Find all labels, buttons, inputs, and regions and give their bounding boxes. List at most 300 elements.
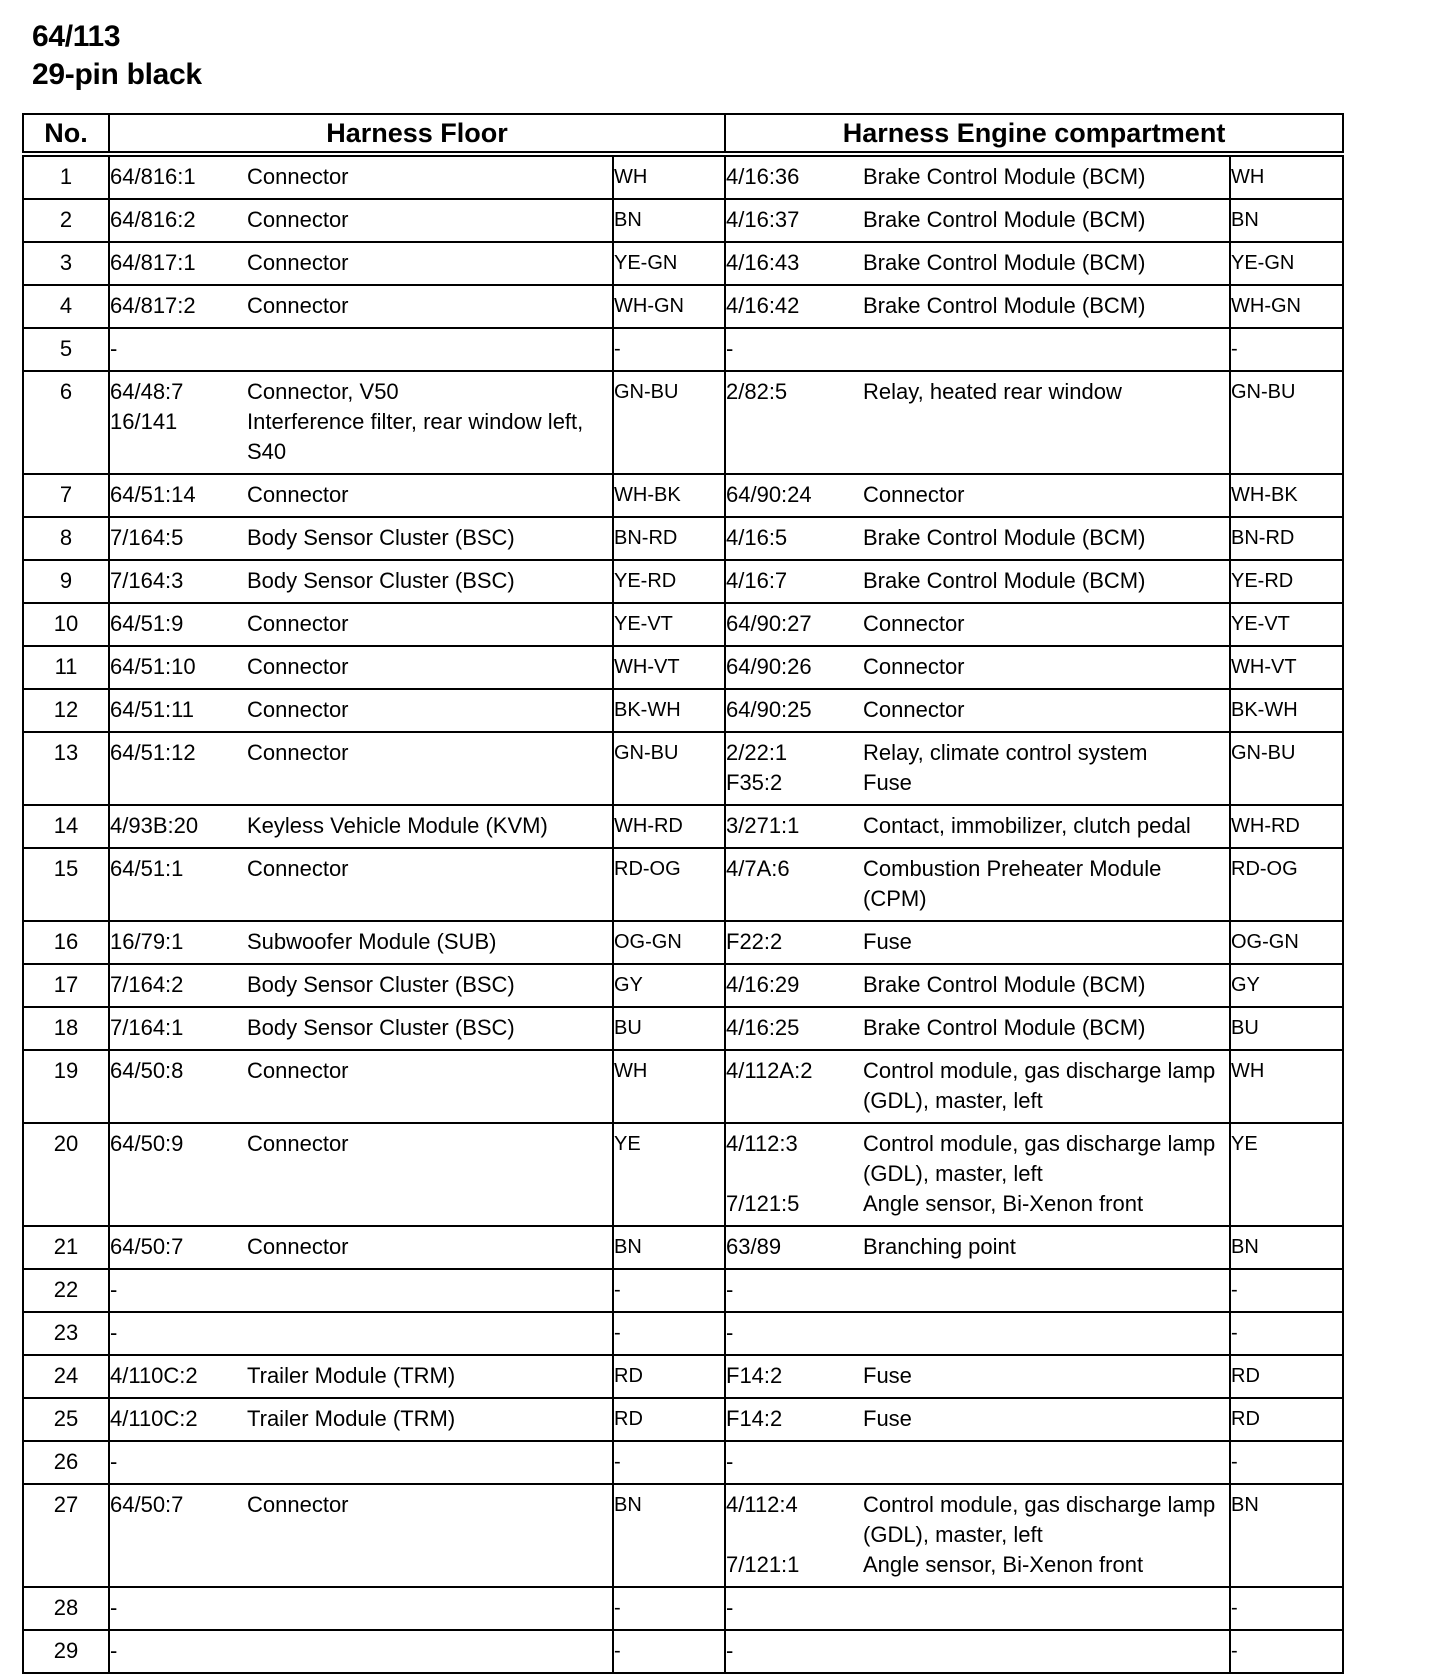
harness-engine-cell <box>725 1050 1230 1123</box>
component-code: 2/22:1 <box>726 740 788 765</box>
pin-number: 21 <box>23 1226 109 1269</box>
harness-engine-cell <box>725 1398 1230 1441</box>
pin-number: 16 <box>23 921 109 964</box>
component-entry <box>726 1129 1229 1189</box>
component-description: Brake Control Module (BCM) <box>863 293 1146 318</box>
floor-wire-color: WH <box>613 154 725 199</box>
harness-engine-cell <box>725 242 1230 285</box>
floor-wire-color: - <box>613 1269 725 1312</box>
component-code: 4/110C:2 <box>110 1363 198 1388</box>
pin-number: 29 <box>23 1630 109 1673</box>
component-code: - <box>110 336 118 361</box>
component-entry <box>726 205 1229 235</box>
engine-wire-color: OG-GN <box>1230 921 1343 964</box>
component-entry <box>110 1636 612 1666</box>
harness-floor-cell <box>109 1355 613 1398</box>
header-harness-floor: Harness Floor <box>109 114 725 154</box>
pin-number: 23 <box>23 1312 109 1355</box>
component-entry <box>110 407 612 467</box>
harness-floor-cell <box>109 328 613 371</box>
component-entry <box>110 480 612 510</box>
floor-wire-color: YE-VT <box>613 603 725 646</box>
component-entry <box>110 1275 612 1305</box>
component-entry <box>726 1275 1229 1305</box>
component-description: Trailer Module (TRM) <box>247 1363 456 1388</box>
component-description <box>247 1275 612 1305</box>
harness-engine-cell <box>725 921 1230 964</box>
pin-number: 2 <box>23 199 109 242</box>
component-entry <box>726 854 1229 914</box>
component-code: 3/271:1 <box>726 813 800 838</box>
component-entry <box>726 970 1229 1000</box>
component-description: Connector <box>863 611 965 636</box>
component-entry <box>110 738 612 768</box>
component-entry <box>110 566 612 596</box>
component-entry <box>726 695 1229 725</box>
connector-id: 64/113 <box>32 20 121 53</box>
component-code: 64/90:26 <box>726 654 812 679</box>
harness-floor-cell <box>109 1123 613 1226</box>
harness-engine-cell <box>725 560 1230 603</box>
engine-wire-color: BU <box>1230 1007 1343 1050</box>
table-row <box>23 154 1343 199</box>
component-description <box>863 1593 1229 1623</box>
pin-number: 24 <box>23 1355 109 1398</box>
component-entry <box>726 1232 1229 1262</box>
harness-floor-cell <box>109 1312 613 1355</box>
component-entry <box>110 248 612 278</box>
header-harness-engine: Harness Engine compartment <box>725 114 1343 154</box>
component-entry <box>726 523 1229 553</box>
floor-wire-color: WH-VT <box>613 646 725 689</box>
harness-engine-cell <box>725 474 1230 517</box>
component-code: 4/16:43 <box>726 250 800 275</box>
engine-wire-color: - <box>1230 1441 1343 1484</box>
engine-wire-color: WH <box>1230 1050 1343 1123</box>
harness-engine-cell <box>725 199 1230 242</box>
table-row <box>23 285 1343 328</box>
component-description: Angle sensor, Bi-Xenon front <box>863 1552 1144 1577</box>
component-description: Fuse <box>863 929 912 954</box>
table-row <box>23 732 1343 805</box>
table-row <box>23 1630 1343 1673</box>
component-entry <box>726 1550 1229 1580</box>
floor-wire-color: - <box>613 1312 725 1355</box>
component-code: 16/79:1 <box>110 929 184 954</box>
component-description: Connector <box>247 250 349 275</box>
component-code: 4/16:36 <box>726 164 800 189</box>
component-description: Trailer Module (TRM) <box>247 1406 456 1431</box>
pin-number: 28 <box>23 1587 109 1630</box>
table-row <box>23 1355 1343 1398</box>
component-entry <box>110 1129 612 1159</box>
component-description <box>863 334 1229 364</box>
table-row <box>23 1007 1343 1050</box>
component-entry <box>110 609 612 639</box>
pin-number: 10 <box>23 603 109 646</box>
component-code: 4/16:37 <box>726 207 800 232</box>
component-description: Brake Control Module (BCM) <box>863 250 1146 275</box>
component-entry <box>110 1404 612 1434</box>
table-row <box>23 1226 1343 1269</box>
component-entry <box>726 1361 1229 1391</box>
component-code: F14:2 <box>726 1406 783 1431</box>
component-entry <box>726 927 1229 957</box>
component-code: 7/164:5 <box>110 525 184 550</box>
harness-floor-cell <box>109 689 613 732</box>
table-row <box>23 1398 1343 1441</box>
header-no: No. <box>23 114 109 154</box>
component-entry <box>726 738 1229 768</box>
harness-floor-cell <box>109 285 613 328</box>
component-code: 64/90:25 <box>726 697 812 722</box>
harness-floor-cell <box>109 1587 613 1630</box>
component-code: - <box>726 1277 734 1302</box>
harness-floor-cell <box>109 371 613 474</box>
engine-wire-color: - <box>1230 1312 1343 1355</box>
table-row <box>23 921 1343 964</box>
component-description <box>247 1318 612 1348</box>
component-description: Relay, climate control system <box>863 740 1148 765</box>
component-code: 4/16:42 <box>726 293 800 318</box>
harness-floor-cell <box>109 1050 613 1123</box>
component-description: Body Sensor Cluster (BSC) <box>247 1015 515 1040</box>
pin-number: 25 <box>23 1398 109 1441</box>
floor-wire-color: YE <box>613 1123 725 1226</box>
component-entry <box>726 334 1229 364</box>
pin-number: 6 <box>23 371 109 474</box>
harness-engine-cell <box>725 1007 1230 1050</box>
floor-wire-color: BN <box>613 1484 725 1587</box>
component-code: 64/51:10 <box>110 654 196 679</box>
table-row <box>23 1050 1343 1123</box>
table-row <box>23 1441 1343 1484</box>
component-code: 4/112A:2 <box>726 1058 813 1083</box>
engine-wire-color: YE-RD <box>1230 560 1343 603</box>
component-description: Control module, gas discharge lamp (GDL), master, left <box>863 1058 1216 1113</box>
table-row <box>23 646 1343 689</box>
harness-engine-cell <box>725 1123 1230 1226</box>
component-code: 64/816:1 <box>110 164 196 189</box>
engine-wire-color: GY <box>1230 964 1343 1007</box>
component-code: 64/90:27 <box>726 611 812 636</box>
component-entry <box>110 1318 612 1348</box>
pin-number: 14 <box>23 805 109 848</box>
harness-engine-cell <box>725 517 1230 560</box>
engine-wire-color: WH-GN <box>1230 285 1343 328</box>
table-body <box>23 154 1343 1673</box>
floor-wire-color: RD <box>613 1398 725 1441</box>
pin-number: 15 <box>23 848 109 921</box>
component-code: F35:2 <box>726 770 783 795</box>
component-entry <box>110 334 612 364</box>
component-entry <box>726 652 1229 682</box>
floor-wire-color: YE-GN <box>613 242 725 285</box>
component-code: 4/16:25 <box>726 1015 800 1040</box>
component-description: Body Sensor Cluster (BSC) <box>247 972 515 997</box>
engine-wire-color: - <box>1230 1630 1343 1673</box>
component-code: - <box>726 336 734 361</box>
component-description: Connector <box>247 611 349 636</box>
engine-wire-color: YE <box>1230 1123 1343 1226</box>
harness-floor-cell <box>109 154 613 199</box>
harness-floor-cell <box>109 603 613 646</box>
table-row <box>23 603 1343 646</box>
harness-engine-cell <box>725 1587 1230 1630</box>
component-code: 7/121:5 <box>726 1191 800 1216</box>
component-code: F14:2 <box>726 1363 783 1388</box>
engine-wire-color: GN-BU <box>1230 732 1343 805</box>
engine-wire-color: - <box>1230 1587 1343 1630</box>
engine-wire-color: GN-BU <box>1230 371 1343 474</box>
harness-engine-cell <box>725 328 1230 371</box>
engine-wire-color: YE-GN <box>1230 242 1343 285</box>
table-row <box>23 805 1343 848</box>
harness-floor-cell <box>109 921 613 964</box>
component-entry <box>726 609 1229 639</box>
pin-number: 7 <box>23 474 109 517</box>
pin-number: 9 <box>23 560 109 603</box>
component-entry <box>110 377 612 407</box>
component-entry <box>726 1013 1229 1043</box>
component-description: Brake Control Module (BCM) <box>863 568 1146 593</box>
component-description: Connector <box>247 207 349 232</box>
pin-number: 12 <box>23 689 109 732</box>
floor-wire-color: GN-BU <box>613 371 725 474</box>
harness-floor-cell <box>109 517 613 560</box>
table-row <box>23 1123 1343 1226</box>
component-code: - <box>110 1638 118 1663</box>
harness-floor-cell <box>109 1398 613 1441</box>
component-entry <box>110 1013 612 1043</box>
engine-wire-color: RD <box>1230 1398 1343 1441</box>
floor-wire-color: OG-GN <box>613 921 725 964</box>
table-row <box>23 328 1343 371</box>
component-code: - <box>726 1595 734 1620</box>
component-code: 64/817:2 <box>110 293 196 318</box>
harness-floor-cell <box>109 805 613 848</box>
component-code: 64/51:1 <box>110 856 184 881</box>
component-entry <box>726 811 1229 841</box>
table-row <box>23 689 1343 732</box>
component-entry <box>726 566 1229 596</box>
harness-floor-cell <box>109 199 613 242</box>
component-code: 64/51:14 <box>110 482 196 507</box>
engine-wire-color: YE-VT <box>1230 603 1343 646</box>
harness-floor-cell <box>109 1269 613 1312</box>
pin-number: 8 <box>23 517 109 560</box>
engine-wire-color: BN <box>1230 199 1343 242</box>
engine-wire-color: BK-WH <box>1230 689 1343 732</box>
component-code: 64/50:8 <box>110 1058 184 1083</box>
pinout-table <box>22 113 1344 1674</box>
component-description: Connector <box>247 164 349 189</box>
component-entry <box>726 480 1229 510</box>
pin-number: 11 <box>23 646 109 689</box>
component-description <box>247 1636 612 1666</box>
engine-wire-color: - <box>1230 328 1343 371</box>
engine-wire-color: BN <box>1230 1226 1343 1269</box>
pin-number: 18 <box>23 1007 109 1050</box>
harness-floor-cell <box>109 646 613 689</box>
harness-engine-cell <box>725 732 1230 805</box>
pin-number: 4 <box>23 285 109 328</box>
component-code: 64/50:7 <box>110 1234 184 1259</box>
component-description: Fuse <box>863 1363 912 1388</box>
harness-engine-cell <box>725 646 1230 689</box>
floor-wire-color: BN <box>613 1226 725 1269</box>
component-description: Connector <box>863 654 965 679</box>
component-description: Connector <box>247 856 349 881</box>
pin-number: 1 <box>23 154 109 199</box>
component-entry <box>726 768 1229 798</box>
component-code: 64/48:7 <box>110 379 184 404</box>
component-code: 7/164:2 <box>110 972 184 997</box>
floor-wire-color: RD-OG <box>613 848 725 921</box>
floor-wire-color: BN <box>613 199 725 242</box>
harness-floor-cell <box>109 1630 613 1673</box>
component-code: F22:2 <box>726 929 783 954</box>
harness-engine-cell <box>725 1269 1230 1312</box>
engine-wire-color: WH <box>1230 154 1343 199</box>
component-code: 2/82:5 <box>726 379 788 404</box>
harness-engine-cell <box>725 805 1230 848</box>
component-description: Connector <box>247 482 349 507</box>
table-header-row <box>23 114 1343 154</box>
component-entry <box>726 162 1229 192</box>
component-description <box>247 1593 612 1623</box>
component-entry <box>726 1490 1229 1550</box>
table-row <box>23 1484 1343 1587</box>
component-entry <box>110 205 612 235</box>
component-code: 7/164:3 <box>110 568 184 593</box>
table-row <box>23 199 1343 242</box>
component-entry <box>110 927 612 957</box>
component-entry <box>726 1447 1229 1477</box>
table-row <box>23 242 1343 285</box>
table-row <box>23 1269 1343 1312</box>
floor-wire-color: BN-RD <box>613 517 725 560</box>
pin-number: 13 <box>23 732 109 805</box>
engine-wire-color: WH-BK <box>1230 474 1343 517</box>
harness-floor-cell <box>109 732 613 805</box>
component-code: 4/16:5 <box>726 525 788 550</box>
table-row <box>23 1587 1343 1630</box>
component-code: - <box>110 1320 118 1345</box>
component-entry <box>726 248 1229 278</box>
component-code: 63/89 <box>726 1234 782 1259</box>
harness-floor-cell <box>109 964 613 1007</box>
component-description: Fuse <box>863 1406 912 1431</box>
component-description: Angle sensor, Bi-Xenon front <box>863 1191 1144 1216</box>
component-code: 4/110C:2 <box>110 1406 198 1431</box>
table-row <box>23 560 1343 603</box>
harness-engine-cell <box>725 689 1230 732</box>
component-description: Connector <box>863 697 965 722</box>
component-entry <box>110 1056 612 1086</box>
component-code: 7/121:1 <box>726 1552 800 1577</box>
table-row <box>23 517 1343 560</box>
component-entry <box>726 1593 1229 1623</box>
engine-wire-color: BN <box>1230 1484 1343 1587</box>
component-code: - <box>110 1277 118 1302</box>
harness-floor-cell <box>109 1441 613 1484</box>
floor-wire-color: BK-WH <box>613 689 725 732</box>
component-description: Body Sensor Cluster (BSC) <box>247 525 515 550</box>
pin-number: 27 <box>23 1484 109 1587</box>
engine-wire-color: - <box>1230 1269 1343 1312</box>
floor-wire-color: RD <box>613 1355 725 1398</box>
component-entry <box>110 1490 612 1520</box>
component-entry <box>110 695 612 725</box>
component-description: Connector <box>247 293 349 318</box>
pin-number: 17 <box>23 964 109 1007</box>
table-row <box>23 474 1343 517</box>
component-description: Connector <box>247 1234 349 1259</box>
component-description <box>863 1636 1229 1666</box>
harness-floor-cell <box>109 560 613 603</box>
pin-number: 5 <box>23 328 109 371</box>
component-entry <box>110 854 612 884</box>
connector-title <box>32 18 202 94</box>
component-code: - <box>726 1449 734 1474</box>
harness-engine-cell <box>725 848 1230 921</box>
component-entry <box>726 1189 1229 1219</box>
pin-number: 26 <box>23 1441 109 1484</box>
pin-number: 22 <box>23 1269 109 1312</box>
component-code: - <box>110 1595 118 1620</box>
component-code: 64/51:9 <box>110 611 184 636</box>
component-code: 64/816:2 <box>110 207 196 232</box>
component-description: Connector, V50 <box>247 379 399 404</box>
component-code: 4/16:7 <box>726 568 788 593</box>
component-entry <box>110 291 612 321</box>
component-entry <box>726 1318 1229 1348</box>
component-description: Combustion Preheater Module (CPM) <box>863 856 1162 911</box>
pin-number: 3 <box>23 242 109 285</box>
component-description: Brake Control Module (BCM) <box>863 164 1146 189</box>
component-description: Control module, gas discharge lamp (GDL), master, left <box>863 1492 1216 1547</box>
harness-engine-cell <box>725 964 1230 1007</box>
table-row <box>23 371 1343 474</box>
component-description: Relay, heated rear window <box>863 379 1122 404</box>
component-entry <box>110 162 612 192</box>
harness-engine-cell <box>725 371 1230 474</box>
engine-wire-color: RD <box>1230 1355 1343 1398</box>
floor-wire-color: YE-RD <box>613 560 725 603</box>
component-entry <box>110 1361 612 1391</box>
floor-wire-color: WH-BK <box>613 474 725 517</box>
floor-wire-color: WH-RD <box>613 805 725 848</box>
component-code: - <box>726 1320 734 1345</box>
table-row <box>23 1312 1343 1355</box>
harness-engine-cell <box>725 1441 1230 1484</box>
component-code: 4/93B:20 <box>110 813 199 838</box>
floor-wire-color: WH <box>613 1050 725 1123</box>
floor-wire-color: WH-GN <box>613 285 725 328</box>
component-description: Connector <box>247 1058 349 1083</box>
component-code: 4/7A:6 <box>726 856 790 881</box>
component-entry <box>726 1636 1229 1666</box>
pin-number: 19 <box>23 1050 109 1123</box>
component-description: Brake Control Module (BCM) <box>863 972 1146 997</box>
harness-engine-cell <box>725 1226 1230 1269</box>
component-description: Contact, immobilizer, clutch pedal <box>863 813 1191 838</box>
component-description: Brake Control Module (BCM) <box>863 207 1146 232</box>
component-description: Interference filter, rear window left, S40 <box>247 409 584 464</box>
component-description: Connector <box>247 1131 349 1156</box>
component-entry <box>726 1404 1229 1434</box>
